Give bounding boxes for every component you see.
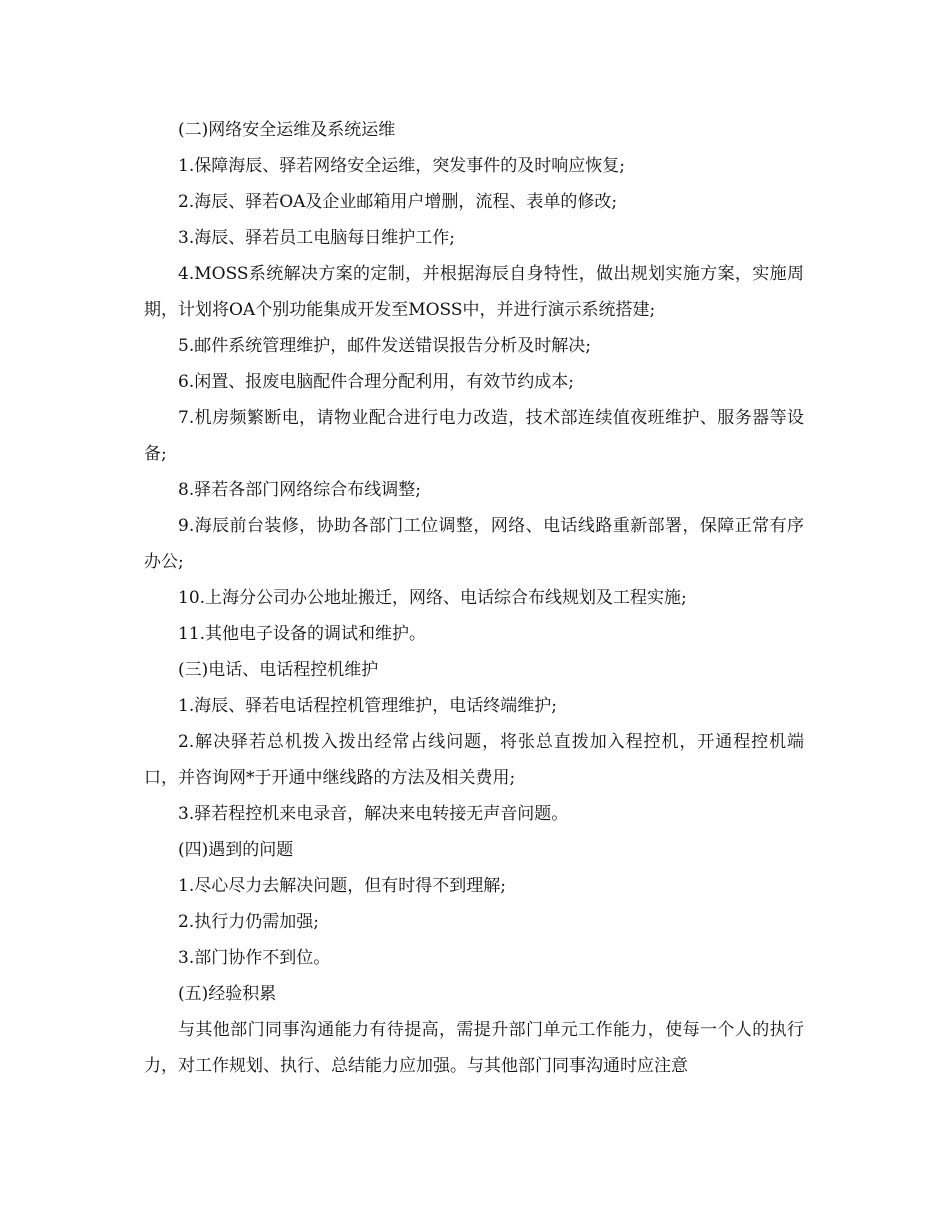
list-item: 5.邮件系统管理维护，邮件发送错误报告分析及时解决; — [178, 336, 591, 356]
list-item: 1.保障海辰、驿若网络安全运维，突发事件的及时响应恢复; — [178, 156, 625, 176]
list-item: 7.机房频繁断电，请物业配合进行电力改造，技术部连续值夜班维护、服务器等设备; — [144, 408, 804, 464]
list-item: 9.海辰前台装修，协助各部门工位调整，网络、电话线路重新部署，保障正常有序办公; — [144, 516, 804, 572]
section-heading-network: (二)网络安全运维及系统运维 — [178, 120, 396, 140]
list-item: 3.驿若程控机来电录音，解决来电转接无声音问题。 — [178, 804, 569, 824]
body-paragraph: 与其他部门同事沟通能力有待提高，需提升部门单元工作能力，使每一个人的执行力，对工作规划、执行、总结能力应加强。与其他部门同事沟通时应注意 — [144, 1020, 804, 1076]
section-heading-phone: (三)电话、电话程控机维护 — [178, 660, 379, 680]
list-item: 6.闲置、报废电脑配件合理分配利用，有效节约成本; — [178, 372, 574, 392]
section-heading-experience: (五)经验积累 — [178, 984, 277, 1004]
list-item: 2.解决驿若总机拨入拨出经常占线问题，将张总直拨加入程控机，开通程控机端口，并咨询网*于开通中继线路的方法及相关费用; — [144, 732, 804, 788]
list-item: 10.上海分公司办公地址搬迁，网络、电话综合布线规划及工程实施; — [178, 588, 687, 608]
list-item: 1.尽心尽力去解决问题，但有时得不到理解; — [178, 876, 506, 896]
document-body — [144, 112, 804, 1084]
list-item: 2.执行力仍需加强; — [178, 912, 319, 932]
list-item: 3.部门协作不到位。 — [178, 948, 331, 968]
list-item: 8.驿若各部门网络综合布线调整; — [178, 480, 421, 500]
list-item: 4.MOSS系统解决方案的定制，并根据海辰自身特性，做出规划实施方案，实施周期，计划将OA个别功能集成开发至MOSS中，并进行演示系统搭建; — [144, 264, 804, 320]
list-item: 3.海辰、驿若员工电脑每日维护工作; — [178, 228, 455, 248]
section-heading-problems: (四)遇到的问题 — [178, 840, 294, 860]
list-item: 11.其他电子设备的调试和维护。 — [178, 624, 427, 644]
list-item: 1.海辰、驿若电话程控机管理维护，电话终端维护; — [178, 696, 557, 716]
list-item: 2.海辰、驿若OA及企业邮箱用户增删，流程、表单的修改; — [178, 192, 618, 212]
